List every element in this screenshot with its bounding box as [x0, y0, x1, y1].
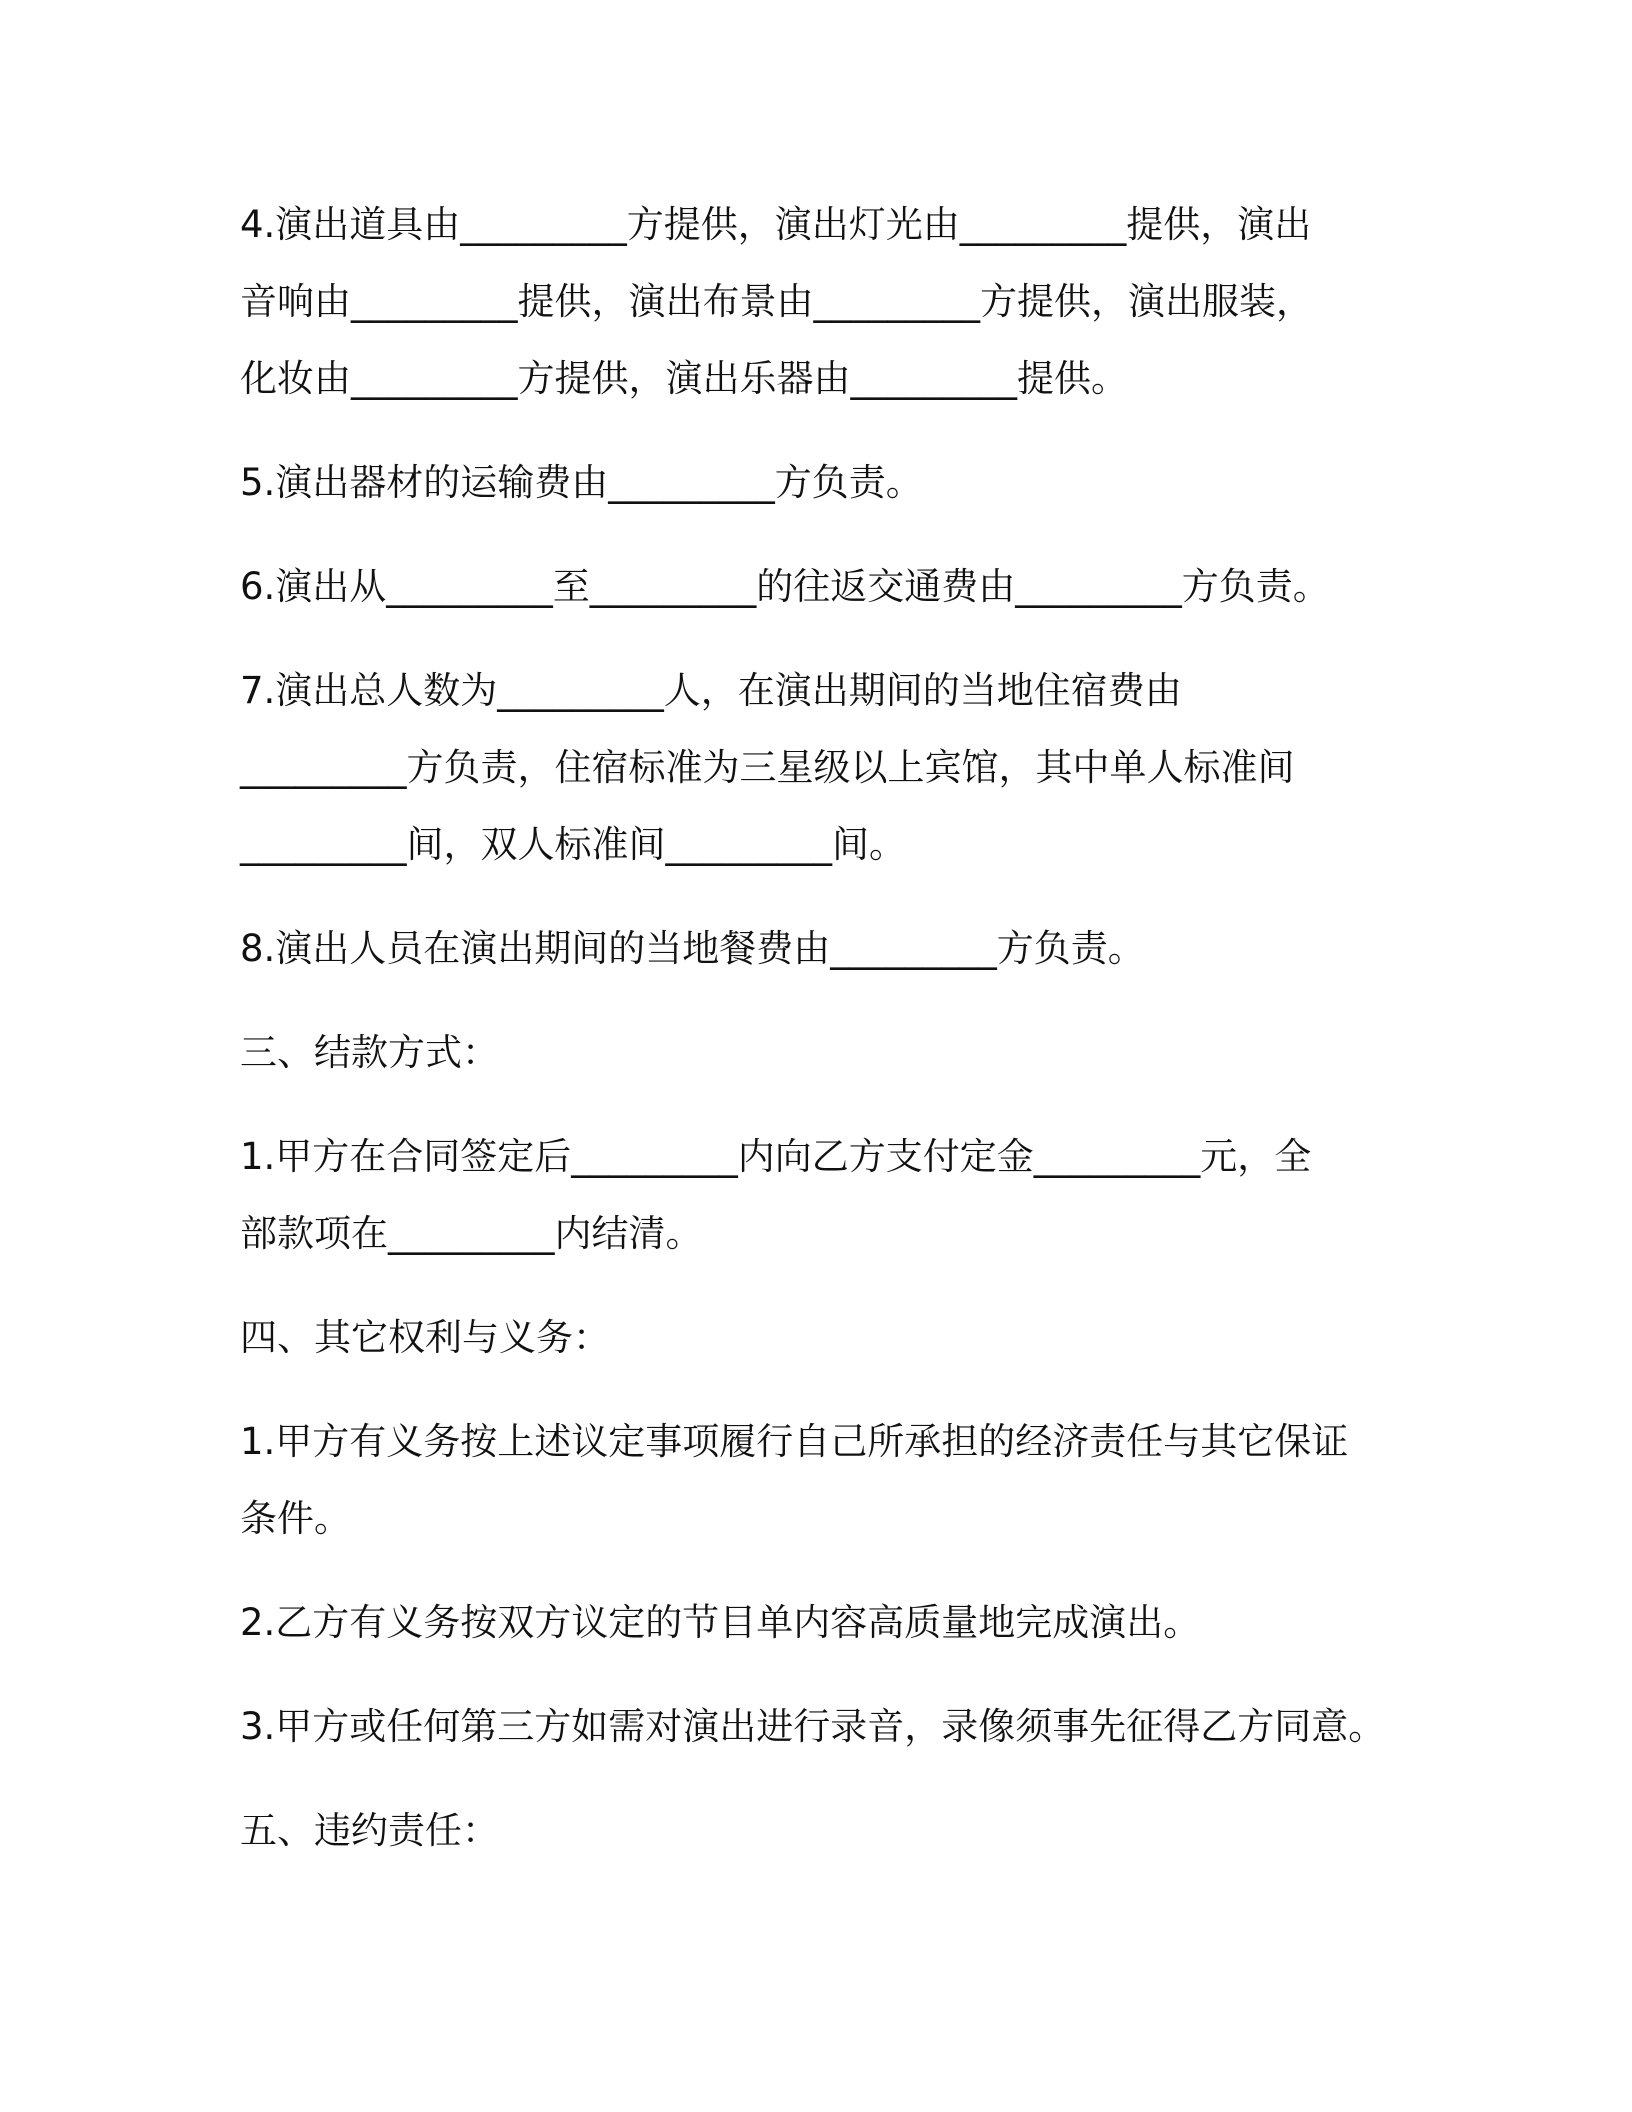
text-line: 1.甲方有义务按上述议定事项履行自己所承担的经济责任与其它保证	[240, 1420, 1349, 1463]
heading-text: 五、违约责任：	[240, 1809, 499, 1852]
obligations-clause-1-party-a	[240, 1403, 1400, 1557]
text-line: 化妆由_________方提供，演出乐器由_________提供。	[240, 357, 1128, 400]
section-heading-payment	[240, 1014, 1400, 1091]
heading-text: 三、结款方式：	[240, 1031, 499, 1074]
heading-text: 四、其它权利与义务：	[240, 1316, 610, 1359]
payment-clause-1-deposit	[240, 1118, 1400, 1272]
section-heading-rights-obligations	[240, 1299, 1400, 1376]
obligations-clause-2-party-b	[240, 1584, 1400, 1661]
document-body	[240, 186, 1400, 1896]
text-line: 5.演出器材的运输费由_________方负责。	[240, 461, 923, 504]
text-line: _________方负责，住宿标准为三星级以上宾馆，其中单人标准间	[240, 746, 1295, 789]
text-line: 1.甲方在合同签定后_________内向乙方支付定金_________元，全	[240, 1135, 1312, 1178]
text-line: 部款项在_________内结清。	[240, 1212, 703, 1255]
text-line: _________间，双人标准间_________间。	[240, 823, 906, 866]
text-line: 8.演出人员在演出期间的当地餐费由_________方负责。	[240, 927, 1145, 970]
text-line: 2.乙方有义务按双方议定的节目单内容高质量地完成演出。	[240, 1601, 1201, 1644]
section-heading-breach-liability	[240, 1792, 1400, 1869]
clause-8-meals	[240, 910, 1400, 987]
text-line: 4.演出道具由_________方提供，演出灯光由_________提供，演出	[240, 203, 1312, 246]
clause-5-equipment-transport	[240, 444, 1400, 521]
text-line: 6.演出从_________至_________的往返交通费由_________方负责。	[240, 565, 1330, 608]
obligations-clause-3-recording	[240, 1688, 1400, 1765]
text-line: 3.甲方或任何第三方如需对演出进行录音，录像须事先征得乙方同意。	[240, 1705, 1386, 1748]
text-line: 条件。	[240, 1497, 351, 1540]
text-line: 音响由_________提供，演出布景由_________方提供，演出服装，	[240, 280, 1313, 323]
clause-4-props-lighting-sound	[240, 186, 1400, 417]
text-line: 7.演出总人数为_________人，在演出期间的当地住宿费由	[240, 669, 1182, 712]
clause-6-round-trip-travel	[240, 548, 1400, 625]
clause-7-performers-accommodation	[240, 652, 1400, 883]
